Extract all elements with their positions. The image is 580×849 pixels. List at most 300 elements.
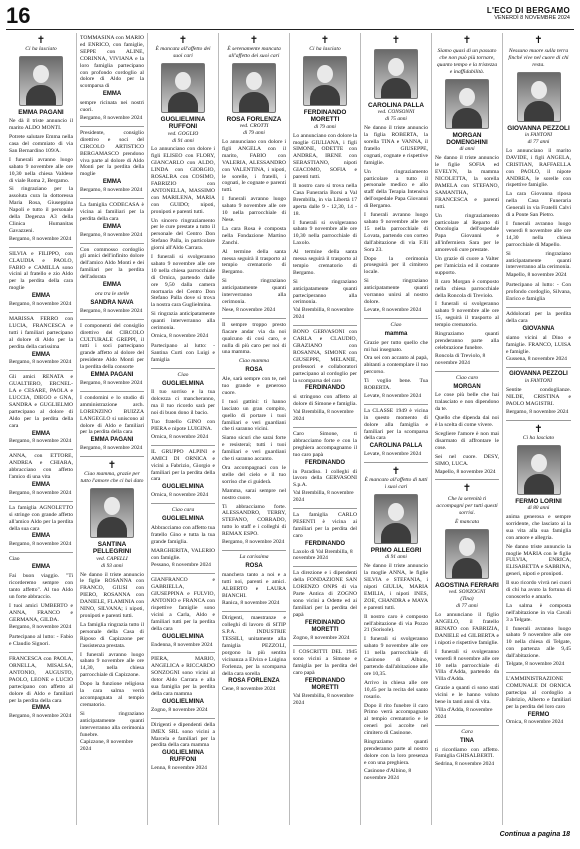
divider (222, 611, 286, 612)
condolence-text: Grazie per tutto quello che mi hai insegnato. (364, 339, 428, 353)
obituary-text: Lo annunciano con dolore i figli ELISEO con FLORY, GIANCARLO con ALDO, LINDA con GIORGIO, ROSALBA con COSIMO, FABRIZIO con ANTONELLA, MASSIMO con MARILENA, MARIA con GUIDO; nipoti, pronipoti e parenti tutti. (151, 146, 215, 215)
obituary-text: I funerali si svolgeranno sabato 9 novembre alle ore 10 nella chiesa parrocchiale di Ornica, partendo dalle ore 9,50 dalla camera mortuaria del Centro Don Stefano Palla dove si trova la nostra cara Guglielmina. (151, 254, 215, 309)
deceased-name: GIOVANNA PEZZOLI (507, 124, 570, 132)
divider (151, 445, 215, 446)
condolence-text: Cara (461, 728, 473, 735)
deceased-age: di 91 anni (385, 554, 407, 561)
divider (80, 391, 144, 392)
condolence-text: Il sempre troppo presto fiacare andar via da noi qualcuno di così caro, e nulla di più caro per noi di una mamma. (222, 321, 286, 356)
column-6 (361, 33, 432, 825)
place-date: Levate, 8 novembre 2024 (364, 451, 422, 458)
condolence-text: Sentite condoglianze. NILDE, CRISTINA e PAOLO MAGISTRI. (506, 387, 571, 407)
condolence-text: si stringono con affetto al dolore di Simone e famiglia. (293, 394, 357, 408)
obituary-text: Il nostro caro è composto nell'abitazione di via Pozzo 21 (Sorisole). (364, 613, 428, 634)
obituary-text: Un ringraziamento particolare a tutto il personale medico e allo staff della Terapia Intensiva dell'ospedale Papa Giovanni di Bergamo. (364, 168, 428, 210)
place-date: Bergamo, 8 novembre 2024 (9, 359, 72, 366)
deceased-age: di 79 anni (314, 123, 336, 130)
condolence-name: GUGLIELMINA (162, 516, 204, 523)
column-4 (219, 33, 290, 825)
condolence-name: EMMA (31, 351, 51, 358)
divider (506, 307, 571, 308)
place-date: Val Brembilla, 8 novembre 2024 (293, 490, 354, 504)
condolence-name: EMMA (102, 179, 122, 186)
place-date: Ranica, 8 novembre 2024 (222, 600, 280, 607)
page-number: 16 (6, 3, 31, 28)
deceased-name: PRIMO ALLEGRI (370, 547, 422, 554)
obituary-text: Lo annunciano con dolore la moglie GIULIANA, i figli SIMONE, ODETTE con ANDREA, IRENE con SEBASTIANO, nipoti GIACOMO, SOFIA e parenti tutti. (293, 132, 357, 181)
deceased-subtitle: in FANTONI (524, 132, 553, 139)
condolence-text: IL GRUPPO ALPINI e AMICI DI ORNICA e vicini a Fabrizio, Giorgio e familiari per la perdita della cara (151, 448, 215, 483)
epigraph: Che la serenità ti accompagni per tutti questi sorrisi. (436, 496, 498, 517)
cross-icon: ✝ (462, 35, 472, 46)
portrait-photo (19, 56, 63, 106)
obituary-text: Si ringraziano anticipatamente quanti interverranno alla cerimonia. (222, 278, 286, 305)
obituary-text: Un grazie di cuore a Valter per l'amicizia ed il costante supporto. (435, 256, 499, 276)
epigraph: Siamo quasi di un passato che non può più tornare, quanto tempo e la tristezza e inaffidabilità. (436, 48, 498, 75)
condolence-text: La direzione e i dipendenti della FONDAZIONE SAN LORENZO ONPS di via Parte Antica di ZOGNO sono vicini a Odette ed ai familiari per la perdita del papà (293, 570, 357, 618)
condolence-name: FERDINANDO (305, 459, 345, 466)
condolence-text: Siamo sicuri che sarai forte e resisterai; tutti i tuoi familiari e veri guardiani che ti saranno accanto. (222, 435, 286, 463)
place-date: Cene, 8 novembre 2024 (222, 686, 276, 693)
obituary-text: I funerali avranno luogo sabato 9 novembre alle ore 14,30, nella chiesa parrocchiale di Capizzone. (80, 651, 144, 679)
obituary-text: Dopo la funzione religiosa la cara salma verrà accompagnata al tempio crematorio. (80, 681, 144, 708)
condolence-text: Scegliere l'amore è non mai disarmato di affrontare le cose. (435, 430, 499, 451)
condolence-text: Ale, sarà sempre con te, nel tuo grande e generoso cuore. (222, 376, 286, 396)
obituary-text: Ne danno il triste annuncio le figlie ROSANNA con FRANCO, GIUSI con PIERO, ROSANNA con DANIELE, FLAMINIA con NINO, SILVANA; i nipoti, pronipoti e parenti tutti. (80, 571, 144, 619)
obituary-text: Il caro Morgan è composto nella chiesa parrocchiale della Roncola di Treviolo. (435, 278, 499, 299)
page-header (0, 0, 580, 30)
obituary-text: Si ringraziano per la assoluta cura la dottoressa Maria Rosa, Giuseppina Napoli e tutto il personale della Degenza A3 della Clinica Humanitas Gavazzeni. (9, 186, 73, 234)
condolence-text: SILVIA e FILIPPO, con CLAUDIA e PAOLO, FABIO e CAMILLA sono vicini al fratello e zio Aldo per la perdita della cara moglie (9, 250, 73, 292)
deceased-subtitle: ved. SONZOGNI (448, 589, 486, 596)
divider (80, 198, 144, 199)
column-3 (148, 33, 219, 825)
caption: Ciao mamma, grazie per tutto l'amore che ci hai dato (80, 471, 144, 485)
condolence-name: mamma (384, 330, 408, 337)
caption: È mancata (454, 519, 480, 526)
divider (80, 319, 144, 320)
deceased-age: di 79 anni (243, 130, 265, 137)
condolence-text: La famiglia AGNOLETTO si stringe con grande affetto all'amico Aldo per la perdita della sua cara (9, 504, 73, 532)
deceased-age: di 80 anni (527, 505, 550, 512)
condolence-name: ROSA (245, 562, 263, 569)
deceased-nickname: (Tina) (460, 596, 474, 603)
place-date: Capizzone, 8 novembre 2024 (80, 739, 133, 753)
condolence-text: MARGHERITA, VALERIO con famiglie. (151, 547, 215, 561)
deceased-name: CAROLINA PALLA (367, 102, 425, 109)
condolence-text: I condomini e lo studio di amministrazione arch. LORENZINO BUIZZA LANGEGLO si uniscono al dolore di Aldo e familiari per la perdita della cara (80, 394, 144, 436)
portrait-photo (517, 445, 561, 495)
divider (151, 368, 215, 369)
obituary-text: Lo annunciano il marito DAVIDE, i figli ANGELA, CRISTIAN, RAFFAELLA con PAOLO, il nipote ANDREA, le sorelle con rispettive famiglie. (506, 147, 571, 189)
masthead (487, 6, 570, 21)
condolence-name: EMMA PAGANI (90, 437, 134, 444)
place-date: Val Brembilla, 8 novembre 2024 (293, 307, 354, 321)
divider (9, 449, 73, 450)
obituary-text: Potrete salutare Emma nella casa del commiato di via San Bernardino 109/A. (9, 134, 73, 154)
place-date: Bergamo, 8 novembre 2024 (9, 438, 72, 445)
condolence-name: EMMA (31, 564, 51, 571)
obituary-text: I funerali avranno luogo sabato 9 novembre alle ore 10 nella parrocchiale di Nese. (222, 196, 286, 223)
divider (293, 325, 357, 326)
condolence-text: La CLASSE 1949 è vicina in questo momento di dolore alla famiglia e familiari per la scomparsa della cara (364, 407, 428, 442)
obituary-text: Partecipano al lutto: - Con profondo cordoglio, Silvana, Enrico e famiglia (506, 282, 571, 303)
condolence-text: Mamma, sarai sempre nel nostro cuore. (222, 487, 286, 501)
divider (80, 456, 144, 457)
condolence-subtitle: in FANTONI (524, 378, 553, 385)
column-1 (6, 33, 77, 825)
obituary-text: La famiglia ringrazia tutto il personale della Casa di Riposo di Capizzone per l'assistenza prestata. (80, 621, 144, 649)
cross-icon: ✝ (462, 483, 472, 495)
cross-icon: ✝ (107, 460, 117, 472)
place-date: Bergamo, 8 novembre 2024 (506, 408, 569, 415)
header-rule (6, 29, 574, 30)
divider (151, 503, 215, 504)
condolence-name: GIOVANNA (522, 325, 555, 332)
place-date: Zogno, 8 novembre 2024 (151, 706, 208, 713)
continuation-note: Continua a pagina 18 (499, 831, 570, 838)
condolence-text: ANNA, con ETTORE, ANDREA e CHIARA, abbracciano con affetto l'amico di una vita (9, 453, 73, 481)
portrait-photo (303, 56, 347, 106)
caption: È mancata all'affetto dei suoi cari (155, 46, 211, 59)
condolence-name: GIOVANNA PEZZOLI (509, 371, 568, 378)
portrait-photo (445, 79, 489, 129)
condolence-text: Abbracciamo con affetto tua fratello Gino e tutta la tua grande famiglia. (151, 524, 215, 545)
divider (9, 652, 73, 653)
divider (222, 318, 286, 319)
condolence-text: I tuoi gattini: ti hanno lasciato un gran compito, quello di portare i tuoi familiari e veri guardiani che ti saranno vicini. (222, 398, 286, 433)
portrait-photo (374, 49, 418, 99)
obituary-text: Un sincero ringraziamento per le cure prestate a tutto il personale del Centro Don Stefano Palla, in particolare giorni all'Aldo Carrara. (151, 217, 215, 252)
condolence-text: Addolorati per la perdita della cara (506, 310, 571, 324)
caption: Ci ha lasciato (309, 46, 341, 52)
divider (506, 672, 571, 673)
obituary-text: Ne danno il triste annuncio la moglie ANNA, le figlie SILVIA e STEFANIA, i nipoti GIULIA, MARIA EMILIA, i nipoti INES, ZOE, CHANDRA e MAYA e parenti tutti. (364, 563, 428, 611)
deceased-name: GUGLIELMINA RUFFONI (160, 115, 206, 131)
condolence-name: TINA (460, 737, 474, 744)
place-date: Bergamo, 8 novembre 2024 (9, 541, 72, 548)
place-date: Roncola di Treviolo, 8 novembre 2024 (435, 352, 486, 366)
place-date: Ornica, 8 novembre 2024 (151, 333, 209, 339)
condolence-name: EMMA PAGANI (90, 372, 134, 379)
deceased-name: ROSA FORLENZA (226, 115, 282, 123)
condolence-text: MARISSA FERRO con LUCIA, FRANCESCA e tutti i familiari partecipano al dolore di Aldo per la perdita della carissima (9, 315, 73, 350)
condolence-text: Ti voglio bene. Tua ROBERTA. (364, 378, 428, 392)
divider (9, 552, 73, 553)
condolence-text: Fai buon viaggio. "Ti ricorderemo sempre con tanto affetto". Al tuo Aldo un forte abbraccio. (9, 573, 73, 600)
condolence-text: Il tuo sorriso e la tua dolcezza ci mancheranno, ma il tuo ricordo sarà per noi di buon dono il bacio. (151, 389, 215, 417)
place-date: Pessano, 8 novembre 2024 (151, 562, 211, 569)
deceased-age: di 77 anni (456, 603, 478, 610)
obituary-text: Ne danno il triste annuncio la figlia ROBERTA, la sorella TINA e VANNA, il fratello GIUSEPPE, cognati, cognate e rispettive famiglie. (364, 125, 428, 166)
condolence-text: Gli amici RENATA e GUALTIERO, ERCNEL-LA e CESARE, PAOLA e LUCCIA, DIEGO e GNA, SANDRA e GUGLIELMO partecipano al dolore di Aldo per la perdita della cara (9, 374, 73, 429)
condolence-name: CAROLINA PALLA (369, 443, 423, 450)
deceased-name: FERDINANDO MORETTI (303, 108, 347, 124)
divider (435, 725, 499, 726)
condolence-text: Quello che dipenda dai noi è la scelta di come vivere. (435, 415, 499, 429)
obituary-text: La cara Rosa è composta nella Fondazione Martino Zanchi. (222, 225, 286, 246)
obituary-text: La cara Giovanna riposa nella Casa Funeraria Generali in via Fratelli Calvi di a Ponte San Pietro. (506, 191, 571, 219)
obituary-text: Dopo la cerimonia proseguirà per il cimitero locale. (364, 255, 428, 276)
obituary-text: I funerali si svolgeranno sabato 9 novembre alle ore 10,30 nella parrocchiale di Laxolo. (293, 219, 357, 247)
place-date: Bergamo, 8 novembre 2024 (9, 301, 72, 308)
cross-icon: ✝ (534, 35, 543, 46)
divider (9, 501, 73, 502)
place-date: Val Brembilla, 8 novembre 2024 (293, 692, 354, 706)
condolence-text: Ciao mamma (239, 358, 269, 365)
condolence-name: EMMA (31, 293, 51, 300)
place-date: Endenna, 8 novembre 2024 (151, 641, 213, 648)
column-8 (503, 33, 574, 825)
place-date: Sedrina, 8 novembre 2024 (435, 761, 495, 768)
divider (80, 243, 144, 244)
condolence-name: FERMO (527, 711, 550, 718)
obituary-text: I funerali avranno luogo sabato 9 novembre alle ore 10,30 nella chiesa Valdese di viale Roma 2, Bergamo. (9, 156, 73, 184)
obituary-text: I funerali si svolgeranno sabato 9 novembre alle ore 15, seguirà il trasporto al tempio crematorio. (435, 301, 499, 329)
condolence-text: PIERA, MARIO, ANGELICA e RICCARDO SONZOGNI sono vicini al dotor Aldo Carrara e alla sua famiglia per la perdita della cara mamma (151, 656, 215, 697)
condolence-text: I tuoi amici UMBERTO e ANNA, FRANCO e GERMANA, GILDA. (9, 602, 73, 623)
portrait-photo (90, 488, 134, 538)
obituary-columns (6, 33, 574, 825)
condolence-name: FERDINANDO MORETTI (305, 678, 345, 691)
place-date: Mapello, 8 novembre 2024 (435, 468, 496, 475)
place-date: Bergamo, 8 novembre 2024 (80, 187, 143, 194)
obituary-text: Grazie a quanti ci sono stati vicini e le hanno voluto bene in tanti anni di vita. (435, 685, 499, 706)
cross-icon: ✝ (534, 423, 543, 435)
condolence-text: Tuo fratello GINO con PIERA e nipote LUIGINA. (151, 419, 215, 432)
condolence-text: BONO GERVASONI con CARLA e CLAUDIO, GRAZIANO con ROSANNA, SIMONE con GIUSEPPE, MELANIE, professori e collaboratori partecipano al cordoglio per la scomparsa del caro (293, 329, 357, 384)
deceased-age: di 75 anni (385, 116, 407, 123)
deceased-age: di 77 anni (527, 139, 550, 146)
condolence-text: in Paradiso. I colleghi di lavoro della GERVASONI S.p.A. (293, 468, 357, 489)
obituary-text: Lo annunciano con dolore i figli ANGELA con il marito, FABIO con VALERIA, ALESSANDRO con VALENTINA, i nipoti, le sorelle, i fratelli, i cognati, le cognate e parenti tutti. (222, 139, 286, 194)
cross-icon: ✝ (178, 35, 188, 46)
obituary-text: Partecipano al lutto: - Santina Curti con Luigi e famiglia (151, 342, 215, 363)
epigraph: Nessuno muore sulla terra finché vive nel cuore di chi resta. (508, 48, 569, 68)
condolence-name: FERDINANDO (305, 385, 345, 392)
divider (151, 652, 215, 653)
condolence-name: GUGLIELMINA (162, 633, 204, 640)
condolence-text: La carissima (239, 553, 269, 560)
obituary-text: Si ringraziano anticipatamente quanti parteciperanno alla cerimonia. (293, 278, 357, 306)
obituary-text: Si ringraziano anticipatamente quanti interverranno alla cerimonia. (506, 250, 571, 271)
newspaper-name: L'ECO DI BERGAMO (486, 6, 570, 15)
obituary-text: Il suo ricordo vivrà nei cuori di chi ha avuto la fortuna di conoscerlo e amarlo. (506, 580, 571, 600)
condolence-name: FERDINANDO MORETTI (305, 619, 345, 633)
divider (506, 420, 571, 421)
condolence-text: Caro Simone, ti abbracciamo forte e con la preghiera accompagnamo il tuo caro papà (293, 430, 357, 458)
divider (222, 550, 286, 551)
condolence-name: GUGLIELMINA RUFFONI (162, 750, 204, 764)
obituary-text: Ringraziamo quanti prenderanno parte alla celebrazione funebre. (435, 331, 499, 351)
place-date: Bergamo, 8 novembre 2024 (9, 489, 72, 496)
condolence-text: sempre ricinata nei nostri cuori. (80, 100, 144, 114)
condolence-text: siamo vicini al Dino e famiglie. FRANCO, LUISA e famiglie. (506, 334, 571, 355)
portrait-photo (161, 63, 205, 113)
place-date: Bergamo, 8 novembre 2024 (80, 231, 143, 238)
place-date: Nese, 8 novembre 2024 (222, 306, 276, 313)
condolence-name: MORGAN (453, 383, 481, 390)
place-date: Bergamo, 8 novembre 2024 (80, 445, 143, 452)
deceased-subtitle: ved. CONSONNI (377, 109, 415, 116)
obituary-text: Ne danno il triste annuncio le figlie SOFIA ed EVELYN, la mamma NICOLETTA, la sorella PAMELA con STEFANO, SAMANTHA, FRANCESCA e parenti tutti. (435, 155, 499, 210)
condolence-name: EMMA (102, 223, 122, 230)
obituary-text: La salma è composta nell'abitazione in via Cavali 3 a Telgate. (506, 602, 571, 623)
condolence-text: TOMMASINA con MARIO ed ENRICO, con famiglie, SEPPE con ALINE, CORINNA, VIVIANA e la loro famiglia partecipano con profondo cordoglio al dolore di Aldo per la scomparsa di (80, 35, 144, 90)
condolence-text: Partecipano al lutto: - Fabio e Claudio Signori. (9, 634, 73, 648)
condolence-text: GIANFRANCO e GABRIELLA, GIUSEPPINA e FULVIO, ANTONIO e FRANCA con rispettive famiglie sono vicini a Carla, Aldo e familiari tutti per la perdita della cara (151, 577, 215, 632)
place-date: Bergamo, 8 novembre 2024 (9, 713, 72, 720)
condolence-text: Ciao (390, 321, 402, 328)
divider (9, 247, 73, 248)
place-date: Bergamo, 8 novembre 2024 (80, 114, 143, 121)
place-date: Bergamo, 8 novembre 2024 (222, 539, 285, 546)
divider (293, 508, 357, 509)
portrait-photo (232, 63, 276, 113)
condolence-text: Ciao caro (455, 374, 479, 381)
divider (435, 479, 499, 480)
condolence-text: Con commosso cordoglio gli amici dell'infinito dolore dell'amico Aldo Monti e dei familiari per la perdita dell'adorata (80, 246, 144, 281)
obituary-text: Si ringrazia anticipatamente quanti interverranno alla cerimonia. (151, 311, 215, 332)
deceased-subtitle: ved. CAPELLI (96, 555, 128, 562)
deceased-age: di anni (459, 146, 475, 153)
divider (80, 126, 144, 127)
condolence-name: GUGLIELMINA (162, 380, 204, 387)
obituary-text: Il nostro caro si trova nella Casa Funeraria Borsi a Val Brembilla, in via Libertà 17 aperta dalle 9 - 12,30, 14 - 18. (293, 182, 357, 217)
divider (151, 718, 215, 719)
deceased-name: EMMA PAGANI (18, 108, 64, 116)
issue-date: VENERDÌ 8 NOVEMBRE 2024 (494, 15, 570, 21)
obituary-text: Ne danno triste annuncio la moglie MARIA con le figlie FULVIA, ENRICA, ELISABETTA e SABRINA, generi, nipoti e pronipoti. (506, 543, 571, 578)
place-date: Levate, 8 novembre 2024 (364, 306, 422, 313)
condolence-name: EMMA (102, 282, 122, 289)
cross-icon: ✝ (391, 466, 401, 478)
place-date: Bergamo, 8 novembre 2024 (80, 379, 143, 386)
condolence-text: FRANCESCA con PAOLA, ORNELLA, MISALSA, ANTONIO, AUGUSTO, PAOLO, LEONE e LUCIO partecipano con affetto al dolore di Aldo e familiari per la perdita della cara (9, 656, 73, 704)
obituary-text: Arrivo in chiesa alle ore 10,45 per la recita del santo rosario. (364, 679, 428, 700)
place-date: Telgate, 8 novembre 2024 (506, 661, 565, 668)
obituary-text: Si ringraziano anticipatamente quanti vorranno unirsi al nostro dolore. (364, 278, 428, 305)
condolence-name: GUGLIELMINA (162, 484, 204, 491)
condolence-signature: SANDRA NAVA (90, 299, 134, 306)
deceased-age: di 91 anni (172, 137, 194, 144)
place-date: Ornica, 8 novembre 2024 (151, 492, 209, 499)
condolence-text: Presidente, consiglio direttivo e soci del CIRCOLO ARTISTICO BERGAMASCO prendono viva parte al dolore di Aldo Monti per la perdita della moglie (80, 129, 144, 178)
condolence-text: Dirigenti e dipendenti della IMEX SRL sono vicini a Marcela e familiari per la perdita della cara mamma (151, 721, 215, 749)
deceased-subtitle: ved. CROTTI (239, 123, 269, 130)
condolence-text: ti ricordiamo con affetto. Famiglia GHISALBERTI. (435, 746, 499, 760)
obituary-text: Dopo il rito funebre il caro Primo verrà accompagnato al tempio crematorio e le ceneri poi accolte nel cimitero di Casinone. (364, 702, 428, 737)
condolence-name: EMMA (31, 430, 51, 437)
place-date: Laxolo di Val Brembilla, 8 novembre 2024 (293, 548, 353, 562)
place-date: Levate, 8 novembre 2024 (364, 392, 422, 399)
place-date: Zogno, 8 novembre 2024 (293, 634, 350, 641)
place-date: Mapello, 8 novembre 2024 (506, 272, 567, 279)
cross-icon: ✝ (320, 35, 330, 46)
place-date: Casinone d'Albino, 8 novembre 2024 (364, 767, 412, 781)
deceased-name: FERMO LORINI (515, 497, 562, 505)
condolence-text: Ti abbracciamo forte. ALESSANDRO, TERRY, STEFANO, CORRADO, tutto lo staff e i colleghi di REMAX ESPO. (222, 503, 286, 538)
obituary-text: anima generosa e sempre sorridente, che lasciato ai la sua vita alla sua famiglia con amore e allegria. (506, 513, 571, 541)
obituary-text: Ringraziamo quanti prenderanno parte al nostro dolore con la loro presenza e con una preghiera. (364, 739, 428, 766)
caption: Ci ha lasciato (25, 46, 57, 52)
condolence-name: FERDINANDO (305, 540, 345, 547)
divider (364, 404, 428, 405)
place-date: Ornica, 8 novembre 2024 (151, 433, 209, 440)
condolence-text: I COSCRITTI DEL 1945 sono vicini a Simone e famiglia per la perdita del caro papà (293, 649, 357, 677)
place-date: Ornica, 8 novembre 2024 (506, 719, 564, 726)
divider (9, 370, 73, 371)
divider (9, 312, 73, 313)
place-date: Bergamo, 8 novembre 2024 (9, 624, 72, 631)
condolence-text: Ciao (9, 556, 20, 563)
condolence-text: Ciao cara (171, 507, 195, 514)
condolence-name: EMMA (31, 482, 51, 488)
divider (151, 573, 215, 574)
place-date: Bergamo, 8 novembre 2024 (80, 307, 143, 314)
condolence-text: Sei nel cuore. DESY, SIMO, LUCA. (435, 453, 499, 467)
divider (293, 566, 357, 567)
divider (364, 462, 428, 463)
obituary-text: Al termine della santa messa seguirà il trasporto al tempio crematorio di Bergamo. (222, 248, 286, 276)
column-2 (77, 33, 148, 825)
deceased-name: AGOSTINA FERRARI (435, 582, 499, 590)
condolence-name: ROSA (245, 367, 263, 374)
condolence-text: La famiglia CODECASA è vicina ai familiari per la perdita della cara (80, 202, 144, 222)
obituary-text: Lo annunciano il figlio ANGELO, il fratello RENATO con FABRIZIA, DANIELE ed GILBERTA e i nipoti e rispettive famiglie. (435, 612, 499, 646)
deceased-name: MORGAN DOMENGHINI (446, 131, 488, 147)
obituary-text: Si ringraziano anticipatamente quanti interverranno alla cerimonia funebre. (80, 710, 144, 738)
place-date: Lenna, 8 novembre 2024 (151, 765, 207, 772)
place-date: Val Brembilla, 8 novembre 2024 (293, 409, 354, 423)
obituary-text: I funerali avranno luogo sabato 9 novembre alle ore 10 nella chiesa di Telgate, con partenza alle 9,45 dall'abitazione. (506, 625, 571, 660)
column-5 (290, 33, 361, 825)
divider (364, 318, 428, 319)
cross-icon: ✝ (391, 35, 401, 46)
place-date: Villa d'Adda, 8 novembre 2024 (435, 706, 493, 720)
condolence-text: L'AMMINISTRAZIONE COMUNALE DI ORNICA partecipa al cordoglio a Fabrizio, Alberto e familiari per la perdita del loro caro (506, 676, 571, 710)
condolence-text: Ciao (177, 371, 189, 378)
obituary-text: I funerali si svolgeranno sabato 9 novembre alle ore 11 nella parrocchiale di Casinone di Albino, partendo dall'abitazione alle ore 10,35. (364, 636, 428, 677)
deceased-age: di 93 anni (101, 562, 123, 569)
condolence-text: ora tra le stelle (94, 291, 130, 297)
condolence-name: GUGLIELMINA (162, 698, 204, 705)
column-7 (432, 33, 503, 825)
condolence-text: Le cose più belle che hai tralasciato e non dipendono da te. (435, 392, 499, 413)
place-date: Gussena, 8 novembre 2024 (506, 356, 567, 363)
divider (293, 645, 357, 646)
caption: È serenamente mancata all'affetto dei suoi cari (227, 46, 281, 59)
divider (293, 427, 357, 428)
condolence-name: EMMA (31, 533, 51, 540)
condolence-name: ROSA FORLENZA (228, 678, 280, 685)
obituary-text: I funerali avranno luogo sabato 9 novembre alle ore 15 nella parrocchiale di Lovata, partendo con corteo dall'abitazione di via F.lli Sora 23. (364, 212, 428, 253)
cross-icon: ✝ (249, 35, 259, 46)
deceased-subtitle: ved. GOGLIO (167, 130, 199, 137)
obituary-text: Al termine della santa messa seguirà il trasporto al tempio crematorio di Bergamo. (293, 249, 357, 276)
portrait-photo (374, 494, 418, 544)
deceased-name: SANTINA PELLEGRINI (92, 540, 132, 556)
condolence-text: La famiglia CARLO PESENTI è vicina ai familiari per la perdita del caro (293, 512, 357, 539)
obituary-text: Ne dà il triste annuncio il marito ALDO MONTI. (9, 118, 73, 132)
condolence-text: I componenti del consiglio direttivo del CIRCOLO CULTURALE GREPPI, il tutti i soci partecipano grande affetto al dolore del presidente Aldo Monti per la perdita della consorte (80, 322, 144, 371)
caption: È mancato all'affetto di tutti i suoi cari (364, 477, 428, 491)
condolence-text: Ora sei con accanto al papà, abitanti a contemplare il tuo percorso. (364, 355, 428, 376)
condolence-text: Ora accompagnaci con le stelle del cielo e il tuo sorriso che ci guiderà. (222, 465, 286, 485)
portrait-photo (445, 529, 489, 579)
divider (435, 371, 499, 372)
obituary-text: Un ringraziamento particolare al Reparto di Oncologia dell'ospedale Papa Giovanni e all'infermiera Sara per le amorevoli cure prestate. (435, 212, 499, 254)
